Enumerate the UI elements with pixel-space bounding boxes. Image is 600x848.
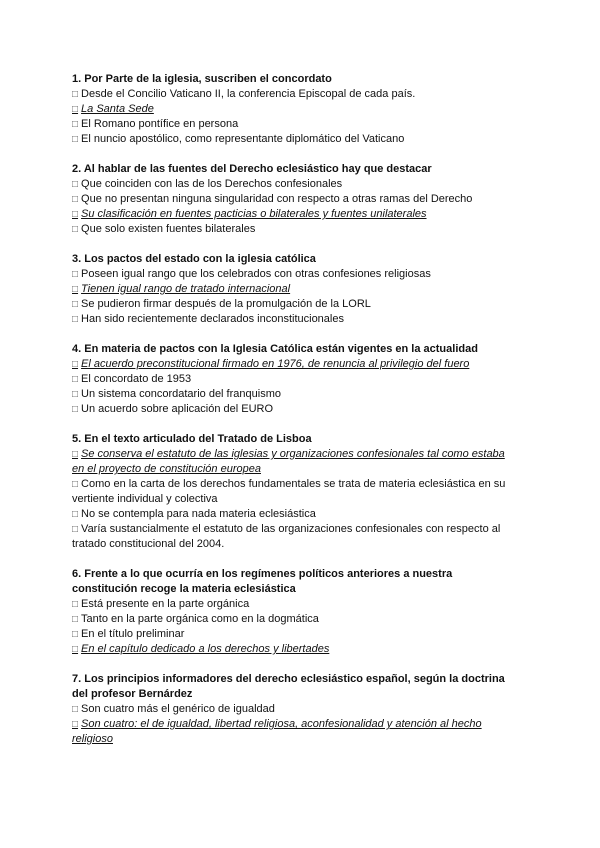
option-text: Poseen igual rango que los celebrados con otras confesiones religiosas — [81, 268, 431, 280]
option-text: Se pudieron firmar después de la promulgación de la LORL — [81, 298, 371, 310]
option-text: La Santa Sede — [81, 103, 154, 115]
document-body — [72, 72, 520, 762]
checkbox-icon: □ — [72, 524, 79, 535]
checkbox-icon: □ — [72, 89, 79, 100]
question-block — [72, 567, 520, 657]
answer-option — [72, 372, 520, 387]
checkbox-icon: □ — [72, 134, 79, 145]
checkbox-icon: □ — [72, 404, 79, 415]
checkbox-icon: □ — [72, 209, 79, 220]
checkbox-icon: □ — [72, 314, 79, 325]
checkbox-icon: □ — [72, 374, 79, 385]
answer-option — [72, 177, 520, 192]
option-text: Que no presentan ninguna singularidad con respecto a otras ramas del Derecho — [81, 193, 473, 205]
option-text: Se conserva el estatuto de las iglesias y organizaciones confesionales tal como estaba en el proyecto de constitución europea — [72, 448, 505, 475]
answer-option — [72, 522, 520, 552]
correct-answer-option — [72, 102, 520, 117]
correct-answer-option — [72, 642, 520, 657]
answer-option — [72, 312, 520, 327]
option-text: Varía sustancialmente el estatuto de las organizaciones confesionales con respecto al tratado constitucional del 2004. — [72, 523, 501, 550]
question-block — [72, 672, 520, 747]
answer-option — [72, 612, 520, 627]
checkbox-icon: □ — [72, 194, 79, 205]
checkbox-icon: □ — [72, 104, 79, 115]
question-title: 1. Por Parte de la iglesia, suscriben el concordato — [72, 73, 332, 85]
answer-option — [72, 222, 520, 237]
question-title: 3. Los pactos del estado con la iglesia católica — [72, 253, 316, 265]
option-text: No se contempla para nada materia eclesiástica — [81, 508, 316, 520]
option-text: El nuncio apostólico, como representante diplomático del Vaticano — [81, 133, 405, 145]
checkbox-icon: □ — [72, 479, 79, 490]
checkbox-icon: □ — [72, 224, 79, 235]
answer-option — [72, 702, 520, 717]
answer-option — [72, 87, 520, 102]
question-title: 7. Los principios informadores del derecho eclesiástico español, según la doctrina del profesor Bernárdez — [72, 673, 505, 700]
correct-answer-option — [72, 447, 520, 477]
option-text: Que solo existen fuentes bilaterales — [81, 223, 256, 235]
checkbox-icon: □ — [72, 509, 79, 520]
answer-option — [72, 192, 520, 207]
checkbox-icon: □ — [72, 644, 79, 655]
option-text: Tanto en la parte orgánica como en la dogmática — [81, 613, 319, 625]
checkbox-icon: □ — [72, 614, 79, 625]
checkbox-icon: □ — [72, 704, 79, 715]
checkbox-icon: □ — [72, 449, 79, 460]
option-text: Son cuatro más el genérico de igualdad — [81, 703, 275, 715]
question-title: 6. Frente a lo que ocurría en los regímenes políticos anteriores a nuestra constitución recoge la materia eclesiástica — [72, 568, 453, 595]
answer-option — [72, 597, 520, 612]
answer-option — [72, 297, 520, 312]
option-text: Desde el Concilio Vaticano II, la conferencia Episcopal de cada país. — [81, 88, 416, 100]
answer-option — [72, 402, 520, 417]
checkbox-icon: □ — [72, 389, 79, 400]
question-title: 2. Al hablar de las fuentes del Derecho eclesiástico hay que destacar — [72, 163, 432, 175]
option-text: Un sistema concordatario del franquismo — [81, 388, 281, 400]
option-text: Tienen igual rango de tratado internacional — [81, 283, 291, 295]
checkbox-icon: □ — [72, 284, 79, 295]
option-text: Como en la carta de los derechos fundamentales se trata de materia eclesiástica en su vertiente individual y colectiva — [72, 478, 506, 505]
answer-option — [72, 507, 520, 522]
checkbox-icon: □ — [72, 599, 79, 610]
option-text: Son cuatro: el de igualdad, libertad religiosa, aconfesionalidad y atención al hecho religioso — [72, 718, 482, 745]
correct-answer-option — [72, 207, 520, 222]
question-block — [72, 342, 520, 417]
correct-answer-option — [72, 717, 520, 747]
option-text: Un acuerdo sobre aplicación del EURO — [81, 403, 274, 415]
option-text: En el capítulo dedicado a los derechos y libertades — [81, 643, 330, 655]
answer-option — [72, 267, 520, 282]
question-block — [72, 72, 520, 147]
option-text: Su clasificación en fuentes pacticias o bilaterales y fuentes unilaterales — [81, 208, 427, 220]
checkbox-icon: □ — [72, 269, 79, 280]
answer-option — [72, 132, 520, 147]
correct-answer-option — [72, 282, 520, 297]
checkbox-icon: □ — [72, 179, 79, 190]
option-text: Que coinciden con las de los Derechos confesionales — [81, 178, 343, 190]
option-text: Han sido recientemente declarados inconstitucionales — [81, 313, 344, 325]
option-text: En el título preliminar — [81, 628, 185, 640]
question-title: 5. En el texto articulado del Tratado de Lisboa — [72, 433, 312, 445]
answer-option — [72, 477, 520, 507]
answer-option — [72, 627, 520, 642]
checkbox-icon: □ — [72, 629, 79, 640]
question-block — [72, 162, 520, 237]
option-text: El acuerdo preconstitucional firmado en 1976, de renuncia al privilegio del fuero — [81, 358, 470, 370]
answer-option — [72, 117, 520, 132]
option-text: El concordato de 1953 — [81, 373, 192, 385]
question-block — [72, 432, 520, 552]
option-text: El Romano pontífice en persona — [81, 118, 239, 130]
checkbox-icon: □ — [72, 119, 79, 130]
checkbox-icon: □ — [72, 359, 79, 370]
question-block — [72, 252, 520, 327]
checkbox-icon: □ — [72, 299, 79, 310]
checkbox-icon: □ — [72, 719, 79, 730]
answer-option — [72, 387, 520, 402]
correct-answer-option — [72, 357, 520, 372]
option-text: Está presente en la parte orgánica — [81, 598, 250, 610]
question-title: 4. En materia de pactos con la Iglesia Católica están vigentes en la actualidad — [72, 343, 478, 355]
